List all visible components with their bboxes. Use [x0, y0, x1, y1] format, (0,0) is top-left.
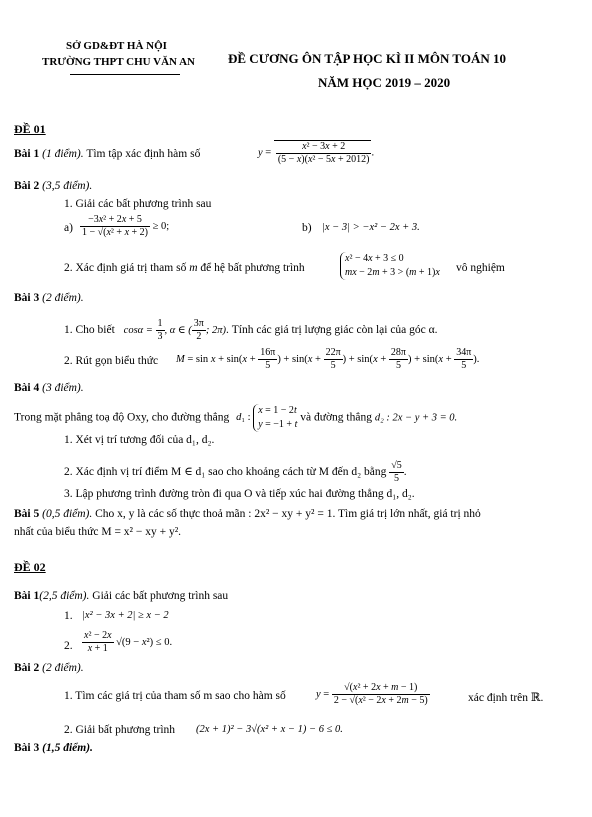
de02-b2-item1: 1. Tìm các giá trị của tham số m sao cho hàm số [64, 690, 286, 702]
de02-heading: ĐỀ 02 [14, 560, 46, 574]
de01-b5-line2: nhất của biểu thức M = x² − xy + y². [14, 526, 182, 538]
doc-year: NĂM HỌC 2019 – 2020 [318, 75, 451, 90]
doc-title: ĐỀ CƯƠNG ÔN TẬP HỌC KÌ II MÔN TOÁN 10 [228, 51, 506, 66]
formula-func-domain: y = $\frac{\text{√(x² + 2x + m − 1)}}{\text{2 − √(x² − 2x + 2m − 5)}}$ [316, 682, 428, 706]
bai-points: (1 điểm). [42, 148, 84, 160]
formula-ineq-sqrt: (2x + 1)² − 3√(x² + x − 1) − 6 ≤ 0. [196, 724, 343, 735]
de01-b4-item3: 3. Lập phương trình đường tròn đi qua O và tiếp xúc hai đường thẳng d₁, d₂. [64, 488, 415, 500]
de01-bai5: Bài 5 (0,5 điểm). Cho x, y là các số thực thoả mãn : 2x² − xy + y² = 1. Tìm giá trị lớn nhất, giá trị nhỏ [14, 508, 481, 520]
de01-b4-item2: 2. Xác định vị trí điểm M ∈ d₁ sao cho khoảng cách từ M đến d₂ bằng $\frac{√5}{5}$ . [64, 460, 407, 484]
de02-bai2: Bài 2 (2 điểm). [14, 662, 84, 674]
de01-b2-b-label: b) [302, 222, 312, 234]
formula-sum-sin: M = sin x + sin(x + $\frac{16\pi}{5}$ ) + sin(x + $\frac{22\pi}{5}$ ) + sin(x + $\frac{28\pi}{5}$ ) + sin(x + $\frac{34\pi}{5}$ ). [176, 347, 480, 371]
de02-bai3: Bài 3 (1,5 điểm). [14, 742, 93, 754]
formula-abs-ineq: |x² − 3x + 2| ≥ x − 2 [82, 610, 169, 621]
formula-ineq-a: $\frac{\text{−3x² + 2x + 5}}{\text{1 − √(x² + x + 2)}}$ ≥ 0; [82, 214, 170, 238]
de02-bai1: Bài 1(2,5 điểm). Giải các bất phương trình sau [14, 590, 229, 602]
de01-bai1 [14, 148, 200, 160]
formula-domain: y = $\frac{\text{x² − 3x + 2}}{\text{(5 − x)(x² − 5x + 2012)}}$ . [258, 141, 375, 165]
de01-b2-item2: 2. Xác định giá trị tham số m để hệ bất phương trình [64, 262, 305, 274]
de01-b4-intro: Trong mặt phẳng toạ độ Oxy, cho đường thẳng d₁ : x = 1 − 2t y = −1 + t và đường thẳng d₂ : 2x − y + 3 = 0. [14, 405, 458, 430]
bai-label: Bài 2 [14, 180, 40, 192]
de01-bai3: Bài 3 (2 điểm). [14, 292, 84, 304]
de01-b3-item2: 2. Rút gọn biểu thức [64, 355, 159, 367]
de01-b2-tail: vô nghiệm [456, 262, 505, 274]
formula-system: x² − 4x + 3 ≤ 0 mx − 2m + 3 > (m + 1)x [340, 252, 440, 280]
bai-points: (3,5 điểm). [42, 180, 93, 192]
de01-bai2 [14, 180, 92, 192]
de01-b2-item1: 1. Giải các bất phương trình sau [64, 198, 212, 210]
bai-label: Bài 1 [14, 148, 40, 160]
de02-b2-item1-tail: xác định trên ℝ. [468, 692, 544, 704]
de01-b3-item1: 1. Cho biết cosα = $\frac{1}{3}$ , α ∈ ( $\frac{3\pi}{2}$ ; 2π). Tính các giá trị lượng giác còn lại của góc α. [64, 318, 438, 342]
header-divider [70, 74, 180, 75]
school-name: TRƯỜNG THPT CHU VĂN AN [42, 56, 196, 68]
de01-b4-item1: 1. Xét vị trí tương đối của d₁, d₂. [64, 434, 215, 446]
de02-b1-item1-num: 1. [64, 610, 73, 622]
formula-frac-sqrt: $\frac{\text{x² − 2x}}{x + 1}$ √(9 − x²) ≤ 0. [84, 630, 173, 654]
de01-heading: ĐỀ 01 [14, 122, 46, 136]
bai-text: Tìm tập xác định hàm số [86, 148, 201, 160]
de01-b2-a-label: a) [64, 222, 73, 234]
de02-b2-item2: 2. Giải bất phương trình [64, 724, 176, 736]
dept-name: SỞ GD&ĐT HÀ NỘI [66, 40, 167, 52]
formula-ineq-b: |x − 3| > −x² − 2x + 3. [322, 222, 420, 233]
de02-b1-item2-num: 2. [64, 640, 73, 652]
de01-bai4: Bài 4 (3 điểm). [14, 382, 84, 394]
